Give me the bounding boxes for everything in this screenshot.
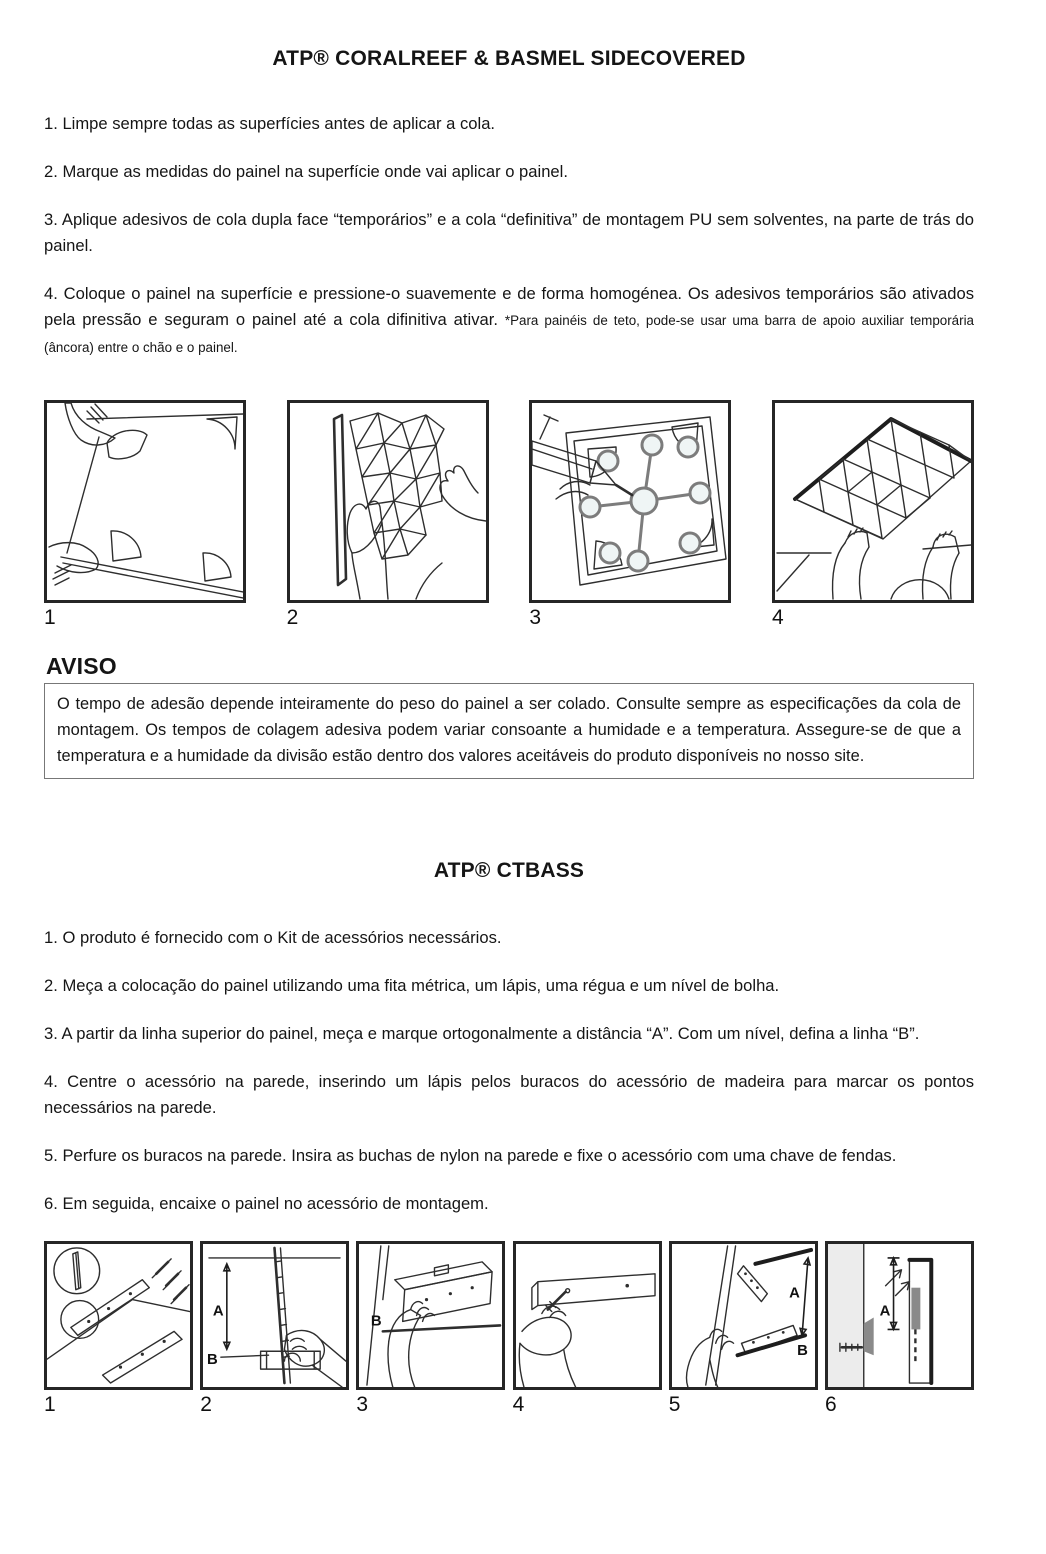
step4-footnote: *Para painéis de teto, pode-se usar uma barra de apoio auxiliar temporária (âncora) entre o chão e o painel. bbox=[44, 313, 974, 355]
figure-fix-accessory bbox=[669, 1241, 818, 1417]
figure-number: 2 bbox=[286, 606, 299, 629]
mount-panel-illustration bbox=[828, 1244, 971, 1387]
section1-figure-row bbox=[44, 400, 974, 630]
step-text: 1. O produto é fornecido com o Kit de acessórios necessários. bbox=[44, 928, 502, 947]
figure-frame bbox=[44, 1241, 193, 1390]
figure-step1 bbox=[44, 400, 246, 630]
figure-number: 4 bbox=[512, 1393, 525, 1416]
figure-number: 6 bbox=[824, 1393, 837, 1416]
wipe-panel-illustration bbox=[47, 403, 243, 600]
accessory-kit-illustration bbox=[47, 1244, 190, 1387]
apply-glue-illustration bbox=[532, 403, 728, 600]
figure-mount-panel bbox=[825, 1241, 974, 1417]
figure-step3 bbox=[529, 400, 731, 630]
figure-measure bbox=[200, 1241, 349, 1417]
figure-number: 1 bbox=[44, 1393, 56, 1416]
figure-frame bbox=[669, 1241, 818, 1390]
step-text: 4. Centre o acessório na parede, inserindo um lápis pelos buracos do acessório de madeira para marcar os pontos necessários na parede. bbox=[44, 1072, 974, 1117]
step4-main: 4. Coloque o painel na superfície e pressione-o suavemente e de forma homogénea. Os adesivos temporários são ativados pela pressão e seguram o painel até a cola difinitiva ativar. bbox=[44, 284, 974, 329]
figure-kit bbox=[44, 1241, 193, 1417]
step-text: 3. Aplique adesivos de cola dupla face “temporários” e a cola “definitiva” de montagem PU sem solventes, na parte de trás do painel. bbox=[44, 210, 974, 255]
dim-label-a: A bbox=[788, 1285, 800, 1302]
step-text: 5. Perfure os buracos na parede. Insira as buchas de nylon na parede e fixe o acessório com uma chave de fendas. bbox=[44, 1146, 897, 1165]
section2-title: ATP® CTBASS bbox=[433, 859, 585, 882]
figure-number: 3 bbox=[529, 606, 541, 629]
figure-frame bbox=[356, 1241, 505, 1390]
step-text: 2. Meça a colocação do painel utilizando uma fita métrica, um lápis, uma régua e um nível de bolha. bbox=[44, 976, 780, 995]
figure-number: 2 bbox=[200, 1393, 212, 1416]
position-accessory-illustration bbox=[359, 1244, 502, 1387]
mark-holes-illustration bbox=[516, 1244, 659, 1387]
figure-step4 bbox=[772, 400, 974, 630]
step-text: 1. Limpe sempre todas as superfícies antes de aplicar a cola. bbox=[44, 114, 496, 133]
aviso-heading: AVISO bbox=[46, 653, 117, 679]
dim-label-a: A bbox=[879, 1303, 891, 1320]
step-text: 3. A partir da linha superior do painel, meça e marque ortogonalmente a distância “A”. Com um nível, defina a linha “B”. bbox=[44, 1024, 920, 1043]
figure-number: 4 bbox=[771, 606, 784, 629]
page-content bbox=[44, 0, 974, 1417]
figure-frame bbox=[287, 400, 489, 603]
line-label-b: B bbox=[796, 1343, 808, 1360]
section1-title: ATP® CORALREEF & BASMEL SIDECOVERED bbox=[272, 47, 746, 70]
figure-mark-holes bbox=[513, 1241, 662, 1417]
figure-frame bbox=[772, 400, 974, 603]
step-text: 6. Em seguida, encaixe o painel no acessório de montagem. bbox=[44, 1194, 489, 1213]
figure-frame bbox=[200, 1241, 349, 1390]
press-panel-illustration bbox=[775, 403, 971, 600]
section2-figure-row bbox=[44, 1241, 974, 1417]
section1-steps bbox=[44, 111, 974, 361]
figure-number: 1 bbox=[44, 606, 56, 629]
figure-number: 5 bbox=[668, 1393, 681, 1416]
figure-frame bbox=[529, 400, 731, 603]
figure-frame bbox=[44, 400, 246, 603]
panel-back-illustration bbox=[290, 403, 486, 600]
section2-steps bbox=[44, 925, 974, 1217]
figure-number: 3 bbox=[356, 1393, 369, 1416]
dim-label-a: A bbox=[213, 1303, 224, 1320]
figure-step2 bbox=[287, 400, 489, 630]
figure-frame bbox=[513, 1241, 662, 1390]
measure-distance-illustration bbox=[203, 1244, 346, 1387]
aviso-box: O tempo de adesão depende inteiramente do peso do painel a ser colado. Consulte sempre as especificações da cola de montagem. Os tempos de colagem adesiva podem variar consoante a humidade e a temperatura. Assegure-se de que a temperatura e a humidade da divisão estão dentro dos valores aceitáveis do produto disponíveis no nosso site. bbox=[44, 683, 974, 779]
figure-position-accessory bbox=[356, 1241, 505, 1417]
line-label-b: B bbox=[371, 1313, 383, 1330]
dim-label-b: B bbox=[207, 1352, 218, 1369]
step-text: 2. Marque as medidas do painel na superfície onde vai aplicar o painel. bbox=[44, 162, 568, 181]
figure-frame bbox=[825, 1241, 974, 1390]
fix-accessory-illustration bbox=[672, 1244, 815, 1387]
step-text bbox=[44, 281, 974, 361]
